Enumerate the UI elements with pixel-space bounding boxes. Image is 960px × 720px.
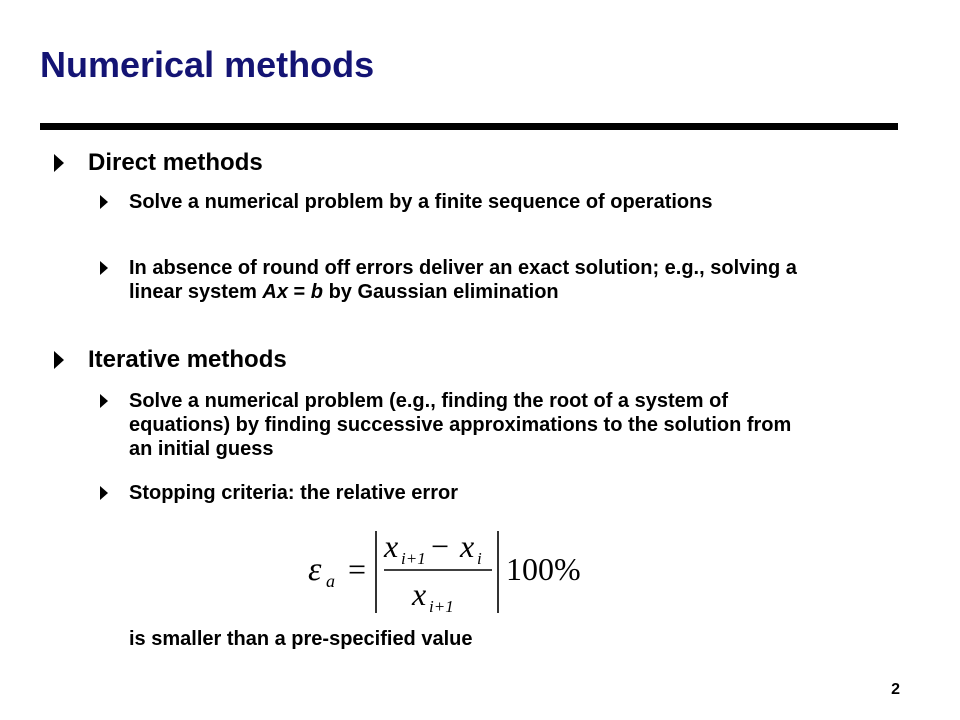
sub-bullet-arrow-icon <box>100 394 108 408</box>
text-before: In absence of round off errors deliver an exact solution; e.g., solving a linear system <box>129 257 797 303</box>
bullet-heading: Iterative methods <box>88 346 287 373</box>
sub-bullet-arrow-icon <box>100 486 108 500</box>
sub-bullet-arrow-icon <box>100 261 108 275</box>
relative-error-formula <box>300 527 600 617</box>
bullet-arrow-icon <box>54 154 64 172</box>
sub-bullet-text: Solve a numerical problem (e.g., finding the root of a system of equations) by finding successive approximations to the solution from an initial guess <box>129 390 792 460</box>
numerator-x2: x <box>460 528 475 564</box>
page-number: 2 <box>891 681 900 698</box>
equation-b: b <box>310 281 324 303</box>
denominator-sub: i+1 <box>429 597 454 616</box>
slide-title: Numerical methods <box>40 44 375 85</box>
numerator-x1-sub: i+1 <box>401 549 426 568</box>
formula-factor: 100% <box>506 551 581 587</box>
sub-bullet-text: Solve a numerical problem by a finite sequence of operations <box>129 191 713 213</box>
title-divider <box>40 123 898 130</box>
sub-bullet-arrow-icon <box>100 195 108 209</box>
formula-epsilon-sub: a <box>326 571 335 591</box>
formula-equals: = <box>348 551 367 587</box>
numerator-minus: − <box>431 528 450 564</box>
sub-bullet-text <box>129 256 809 304</box>
sub-bullet-text: Stopping criteria: the relative error <box>129 482 458 504</box>
equation-ax: Ax <box>262 281 288 303</box>
numerator-x1: x <box>384 528 399 564</box>
bullet-arrow-icon <box>54 351 64 369</box>
numerator-x2-sub: i <box>477 549 482 568</box>
formula-epsilon: ε <box>308 551 322 588</box>
followup-text: is smaller than a pre-specified value <box>129 628 473 650</box>
equation-equals: = <box>288 281 311 303</box>
denominator-x: x <box>412 576 427 612</box>
bullet-heading: Direct methods <box>88 149 263 176</box>
text-after: by Gaussian elimination <box>323 281 559 303</box>
